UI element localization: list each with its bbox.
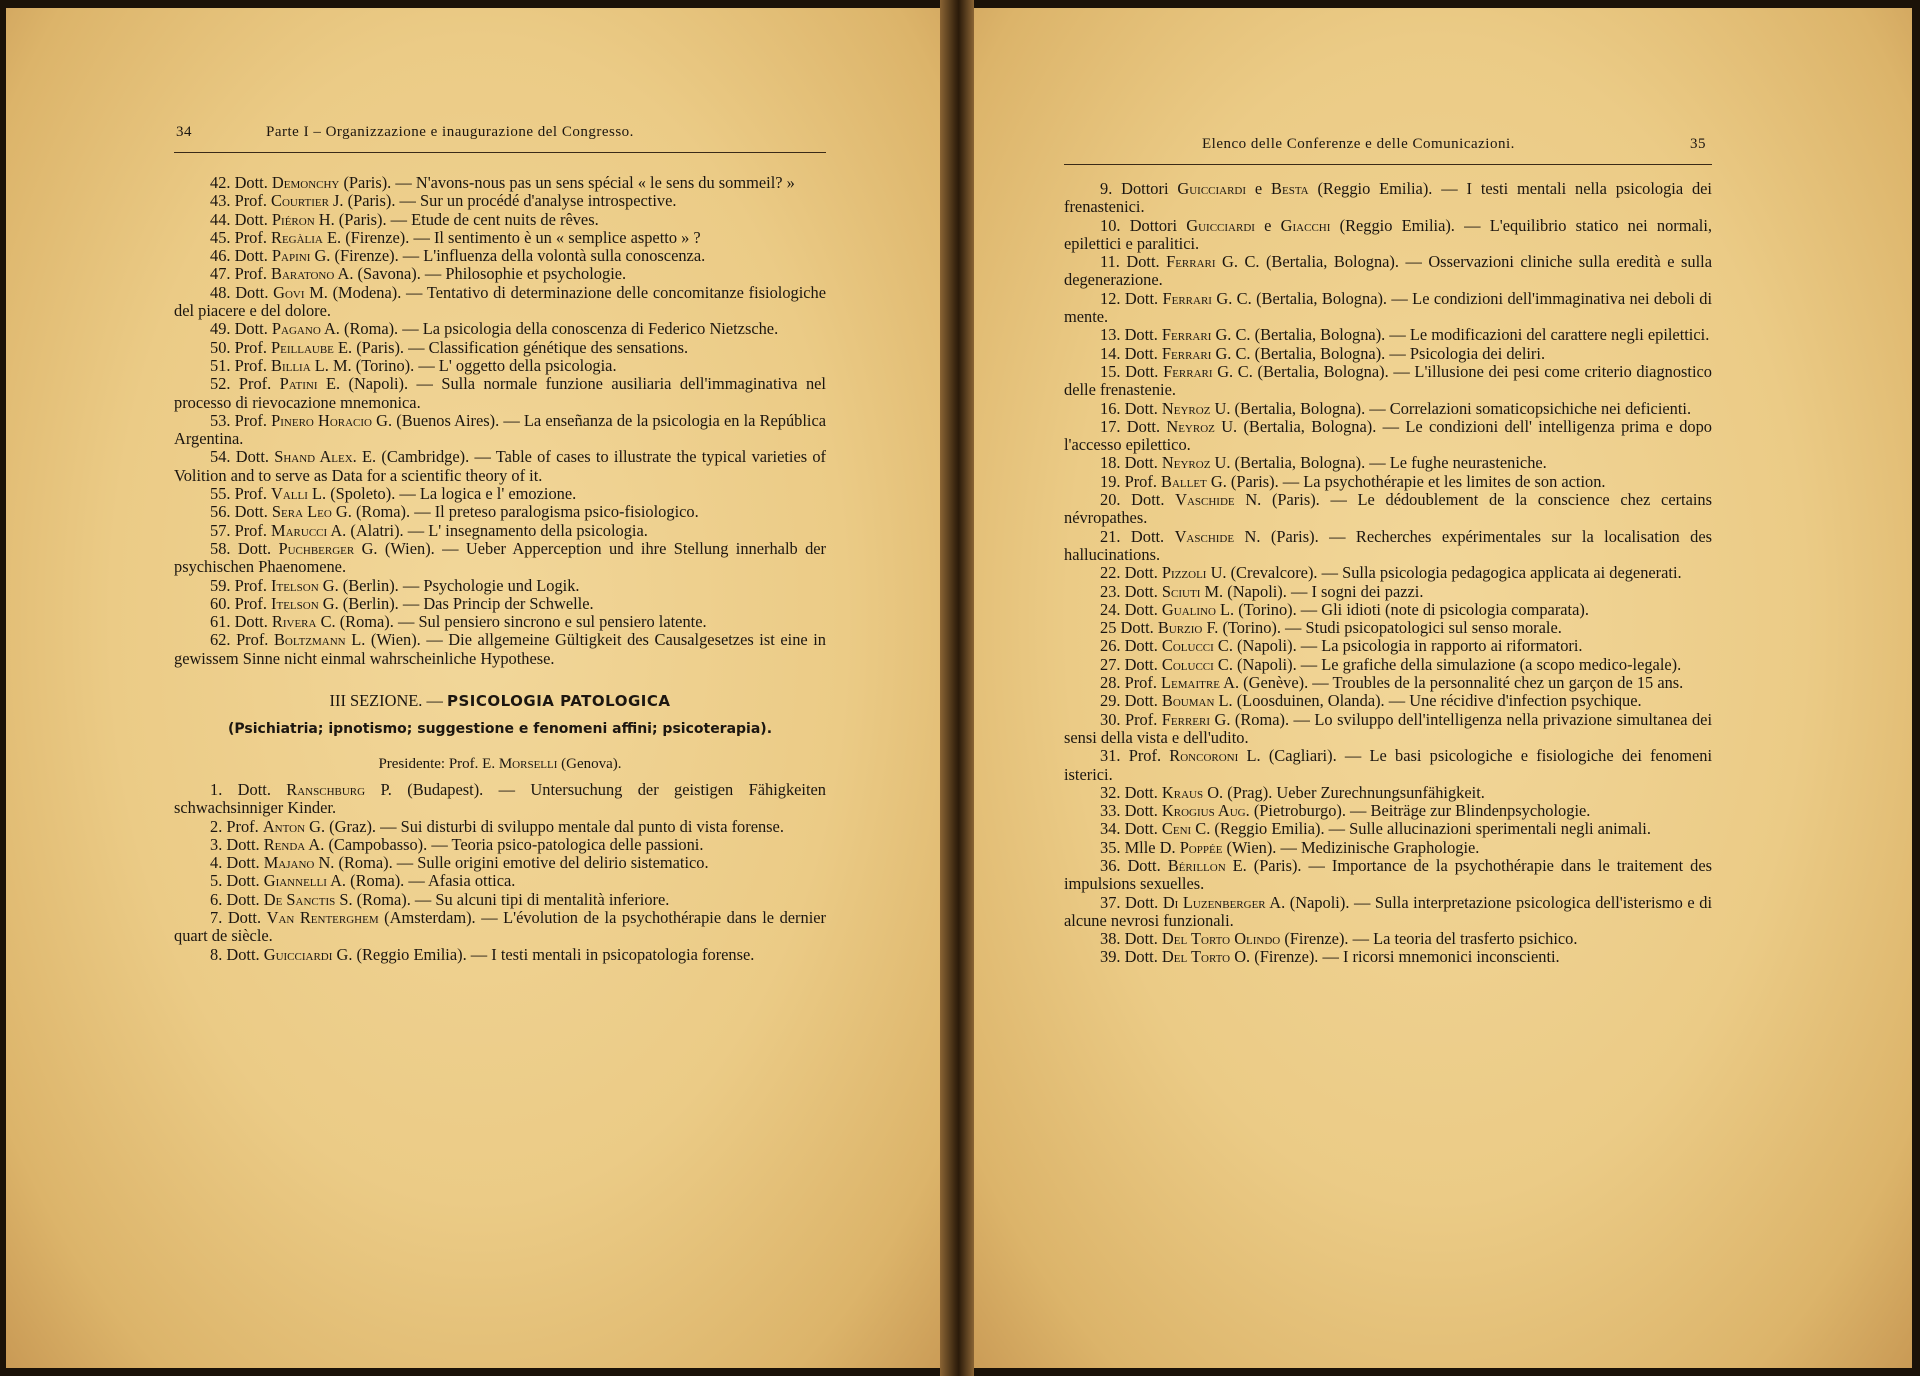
author-name: Shand Alex.	[274, 447, 357, 467]
entry-text: 31. Prof.	[1100, 746, 1170, 766]
list-item	[1064, 839, 1712, 857]
entry-text: 17. Dott.	[1100, 416, 1167, 436]
author-name: Guicciardi	[1186, 215, 1255, 235]
entry-text: 38. Dott.	[1100, 929, 1162, 949]
author-name: Neyroz	[1166, 416, 1215, 436]
list-item	[1064, 583, 1712, 601]
right-page	[962, 8, 1912, 1368]
list-item	[1064, 930, 1712, 948]
entry-text: (Reggio Emilia). — I testi mentali nella psicologia dei frenastenici.	[1064, 179, 1712, 217]
entry-text: L. (Wien). — Die allgemeine Gültigkeit des Causalgesetzes ist eine in gewissem Sinne nicht einmal wahrscheinliche Hypothese.	[174, 630, 826, 668]
author-name: Sciuti	[1161, 581, 1201, 601]
entry-text: 34. Dott.	[1100, 819, 1162, 839]
entry-text: 39. Dott.	[1100, 947, 1162, 967]
author-name: Vaschide	[1175, 490, 1235, 510]
list-item	[174, 946, 826, 964]
entry-text: E. (Paris). — Importance de la psychothérapie dans le traitement des impulsions sexuelles.	[1064, 855, 1713, 894]
entry-text: 4. Dott.	[210, 853, 264, 873]
list-item	[1064, 692, 1712, 710]
entry-text: 37. Dott.	[1100, 892, 1163, 912]
entry-text: 28. Prof.	[1100, 673, 1162, 693]
entry-text: J. (Paris). — Sur un procédé d'analyse introspective.	[328, 191, 677, 211]
entry-text: (Firenze). — La teoria del trasferto psichico.	[1280, 929, 1578, 949]
entry-text: 24. Dott.	[1100, 599, 1162, 619]
list-item	[174, 781, 826, 818]
author-name: Pinero Horacio	[271, 410, 373, 430]
author-name: Besta	[1271, 179, 1309, 198]
entry-text: 49. Dott.	[210, 319, 272, 339]
entry-text: G. C. (Bertalia, Bologna). — Le modificazioni del carattere negli epilettici.	[1211, 325, 1710, 345]
list-item	[1064, 637, 1712, 655]
entry-text: A. (Roma). — La psicologia della conoscenza di Federico Nietzsche.	[320, 319, 779, 339]
author-name: Gualino	[1161, 599, 1216, 619]
header-rule-left	[174, 152, 826, 153]
author-name: Peillaube	[271, 337, 334, 357]
author-name: Boltzmann	[273, 630, 346, 650]
list-item	[1064, 290, 1712, 327]
entry-text: 47. Prof.	[210, 264, 272, 284]
list-item	[1064, 454, 1712, 472]
entry-text: L. (Loosduinen, Olanda). — Une récidive d'infection psychique.	[1214, 691, 1642, 711]
list-item	[174, 174, 826, 192]
author-name: Bouman	[1161, 691, 1215, 711]
entry-text: H. (Paris). — Etude de cent nuits de rêves.	[314, 209, 599, 229]
list-item	[174, 909, 826, 946]
author-name: Ferrari	[1161, 343, 1212, 363]
entry-text: P. (Budapest). — Untersuchung der geistigen Fähigkeiten schwachsinniger Kinder.	[174, 779, 826, 818]
list-item	[1064, 180, 1712, 217]
entry-text: 35. Mlle D.	[1100, 837, 1180, 857]
author-name: Ballet	[1161, 471, 1207, 491]
entry-text: 30. Prof.	[1100, 709, 1162, 729]
entry-text: 45. Prof.	[210, 227, 272, 247]
author-name: Roncoroni	[1169, 746, 1239, 766]
list-item	[1064, 418, 1712, 455]
entry-text: 54. Dott.	[210, 447, 275, 467]
list-item	[174, 320, 826, 338]
entry-text: 20. Dott.	[1100, 490, 1176, 510]
entry-text: 62. Prof.	[210, 630, 274, 650]
author-name: Del Torto	[1161, 947, 1231, 967]
entry-text: O. (Prag). Ueber Zurechnungsunfähigkeit.	[1203, 782, 1485, 802]
entry-text: A. (Napoli). — Sulla interpretazione psicologica dell'isterismo e di alcune nevrosi funzionali.	[1064, 892, 1712, 930]
header-rule-right	[1064, 164, 1712, 165]
entry-text: M. (Modena). — Tentativo di determinazione delle concomitanze fisiologiche del piacere e del dolore.	[174, 282, 827, 321]
author-name: Renda	[263, 834, 306, 854]
entry-text: U. (Bertalia, Bologna). — Le fughe neurasteniche.	[1210, 453, 1547, 473]
entry-text: 26. Dott.	[1100, 636, 1162, 656]
entry-text: (Reggio Emilia). — L'equilibrio statico nei normali, epilettici e paralitici.	[1064, 215, 1712, 253]
entry-text: L. (Spoleto). — La logica e l' emozione.	[307, 484, 577, 504]
author-name: Neyroz	[1161, 453, 1211, 473]
entry-text: G. (Berlin). — Psychologie und Logik.	[318, 575, 580, 595]
section-number: III SEZIONE. —	[329, 691, 443, 711]
entry-text: F. (Torino). — Studi psicopatologici sul senso morale.	[1202, 618, 1562, 638]
list-item	[1064, 400, 1712, 418]
author-name: Ferreri	[1161, 709, 1211, 729]
entry-text: G. (Graz). — Sui disturbi di sviluppo mentale dal punto di vista forense.	[305, 816, 784, 836]
entry-text: C. (Napoli). — Le grafiche della simulazione (a scopo medico-legale).	[1213, 654, 1682, 674]
author-name: Majano	[263, 853, 315, 873]
entry-text: G. C. (Bertalia, Bologna). — Osservazioni cliniche sulla eredità e sulla degenerazione.	[1064, 252, 1712, 290]
entry-text: 5. Dott.	[210, 871, 264, 891]
list-item	[1064, 473, 1712, 491]
author-name: Sera Leo	[271, 502, 332, 522]
list-item	[174, 503, 826, 521]
list-item	[174, 247, 826, 265]
author-name: Bérillon	[1167, 855, 1226, 875]
list-item	[1064, 820, 1712, 838]
entry-list-left-a	[174, 174, 826, 668]
author-name: Govi	[273, 282, 305, 302]
entry-text: 53. Prof.	[210, 410, 272, 430]
entry-text: 36. Dott.	[1100, 855, 1168, 875]
entry-text: 55. Prof.	[210, 484, 272, 504]
entry-text: S. (Roma). — Su alcuni tipi di mentalità inferiore.	[335, 889, 670, 909]
list-item	[1064, 948, 1712, 966]
author-name: Ferrari	[1162, 288, 1212, 308]
section-heading	[174, 692, 826, 710]
entry-text: G. C. (Bertalia, Bologna). — L'illusione dei pesi come criterio diagnostico delle frenastenie.	[1064, 361, 1713, 400]
entry-text: 42. Dott.	[210, 173, 272, 192]
list-item	[1064, 528, 1712, 565]
page-number-left: 34	[176, 124, 192, 140]
entry-text: G. C. (Bertalia, Bologna). — Psicologia dei deliri.	[1211, 343, 1546, 363]
entry-text: 1. Dott.	[210, 779, 287, 799]
author-name: De Sanctis	[263, 889, 336, 909]
entry-text: G. (Roma). — Il preteso paralogisma psico-fisiologico.	[331, 502, 699, 522]
author-name: Rivera	[271, 612, 317, 632]
author-name: Piéron	[271, 209, 315, 229]
list-item	[1064, 747, 1712, 784]
entry-text: U. (Bertalia, Bologna). — Correlazioni somaticopsichiche nei deficienti.	[1210, 398, 1692, 418]
book-gutter	[940, 0, 974, 1376]
list-item	[174, 229, 826, 247]
entry-text: 32. Dott.	[1100, 782, 1162, 802]
entry-text: A. (Alatri). — L' insegnamento della psicologia.	[327, 520, 648, 540]
entry-text: 51. Prof.	[210, 355, 272, 375]
entry-text: 48. Dott.	[210, 282, 274, 302]
author-name: Courtier	[271, 191, 329, 211]
author-name: Billia	[271, 355, 311, 375]
entry-text: G. (Paris). — La psychothérapie et les limites de son action.	[1206, 471, 1606, 491]
entry-text: E. (Firenze). — Il sentimento è un « semplice aspetto » ?	[322, 227, 701, 247]
entry-text: 61. Dott.	[210, 612, 272, 632]
entry-text: 2. Prof.	[210, 816, 263, 836]
list-item	[1064, 326, 1712, 344]
entry-text: 12. Dott.	[1100, 288, 1163, 308]
author-name: Ceni	[1161, 819, 1192, 839]
entry-list-right	[1064, 180, 1712, 967]
author-name: Demonchy	[271, 173, 340, 192]
list-item	[1064, 674, 1712, 692]
entry-text: 44. Dott.	[210, 209, 272, 229]
list-item	[1064, 656, 1712, 674]
list-item	[174, 818, 826, 836]
entry-text: 33. Dott.	[1100, 801, 1162, 821]
entry-text: (Pietroburgo). — Beiträge zur Blindenpsychologie.	[1249, 801, 1591, 821]
entry-text: 8. Dott.	[210, 944, 264, 964]
entry-text: 23. Dott.	[1100, 581, 1162, 601]
author-name: Itelson	[271, 575, 319, 595]
list-item	[174, 631, 826, 668]
entry-text: U. (Crevalcore). — Sulla psicologia pedagogica applicata ai degenerati.	[1206, 563, 1682, 583]
running-head-left: Parte I – Organizzazione e inaugurazione del Congresso.	[266, 124, 634, 140]
entry-text: A. (Roma). — Afasia ottica.	[326, 871, 516, 891]
list-item	[1064, 601, 1712, 619]
list-item	[174, 613, 826, 631]
entry-text: C. (Reggio Emilia). — Sulle allucinazioni sperimentali negli animali.	[1191, 819, 1651, 839]
section-subtitle: (Psichiatria; ipnotismo; suggestione e fenomeni affini; psicoterapia).	[227, 721, 773, 738]
entry-text: 13. Dott.	[1100, 325, 1162, 345]
author-name: Burzio	[1157, 618, 1203, 638]
list-item	[174, 540, 826, 577]
entry-text: U. (Bertalia, Bologna). — Le condizioni dell' intelligenza prima e dopo l'accesso epilettico.	[1064, 416, 1713, 455]
entry-text: 46. Dott.	[210, 246, 272, 266]
entry-text: 11. Dott.	[1100, 252, 1167, 272]
author-name: Regàlia	[271, 227, 323, 247]
entry-text: 6. Dott.	[210, 889, 264, 909]
author-name: Patini	[279, 374, 318, 394]
author-name: Vaschide	[1174, 526, 1235, 546]
author-name: Del Torto Olindo	[1161, 929, 1281, 949]
entry-text: 19. Prof.	[1100, 471, 1162, 491]
list-item	[174, 485, 826, 503]
list-item	[174, 284, 826, 321]
entry-text: A. (Genève). — Troubles de la personnalité chez un garçon de 15 ans.	[1219, 673, 1684, 693]
entry-text: (Wien). — Medizinische Graphologie.	[1222, 837, 1480, 857]
list-item	[174, 522, 826, 540]
author-name: Anton	[262, 816, 306, 836]
entry-text: G. (Wien). — Ueber Apperception und ihre Stellung innerhalb der psychischen Phaenomene.	[174, 538, 827, 577]
entry-text: G. (Reggio Emilia). — I testi mentali in psicopatologia forense.	[332, 944, 755, 964]
author-name: Ferrari	[1161, 325, 1212, 345]
author-name: Krogius Aug.	[1161, 801, 1250, 821]
entry-text: G. (Buenos Aires). — La enseñanza de la psicologia en la República Argentina.	[174, 410, 827, 449]
author-name: Pizzoli	[1161, 563, 1207, 583]
author-name: Poppée	[1179, 837, 1223, 857]
list-item	[1064, 491, 1712, 528]
entry-text: N. (Roma). — Sulle origini emotive del delirio sistematico.	[314, 853, 709, 873]
list-item	[174, 836, 826, 854]
list-item	[1064, 564, 1712, 582]
author-name: Ferrari	[1163, 361, 1213, 381]
entry-text: 52. Prof.	[210, 374, 280, 394]
entry-text: E. (Cambridge). — Table of cases to illustrate the typical varieties of Volition and to serve as Data for a scientific theory of it.	[174, 447, 826, 485]
entry-text: 25 Dott.	[1100, 618, 1158, 638]
list-item	[1064, 345, 1712, 363]
entry-text: 21. Dott.	[1100, 526, 1175, 546]
section-president	[174, 755, 826, 773]
author-name: Colucci	[1161, 654, 1214, 674]
entry-text: G. (Firenze). — L'influenza della volontà sulla conoscenza.	[310, 246, 706, 266]
author-name: Guicciardi	[1177, 179, 1247, 198]
entry-text: 50. Prof.	[210, 337, 272, 357]
entry-text: 7. Dott.	[210, 907, 267, 927]
author-name: Van Renterghem	[266, 907, 379, 927]
entry-text: L. (Torino). — Gli idioti (note di psicologia comparata).	[1215, 599, 1589, 619]
section-title: PSICOLOGIA PATOLOGICA	[446, 692, 671, 711]
list-item	[174, 412, 826, 449]
list-item	[174, 891, 826, 909]
list-item	[1064, 894, 1712, 931]
list-item	[174, 448, 826, 485]
entry-text: 27. Dott.	[1100, 654, 1162, 674]
entry-text: M. (Napoli). — I sogni dei pazzi.	[1200, 581, 1424, 601]
author-name: Papini	[271, 246, 311, 266]
list-item	[174, 339, 826, 357]
author-name: Pagano	[271, 319, 321, 339]
entry-text: A. (Campobasso). — Teoria psico-patologica delle passioni.	[305, 834, 704, 854]
left-text-column	[174, 174, 826, 964]
author-name: Giannelli	[263, 871, 327, 891]
entry-text: G. (Berlin). — Das Princip der Schwelle.	[318, 593, 594, 613]
entry-text: L. (Cagliari). — Le basi psicologiche e fisiologiche dei fenomeni isterici.	[1064, 746, 1712, 784]
entry-text: 10. Dottori	[1100, 215, 1187, 235]
author-name: Colucci	[1161, 636, 1214, 656]
entry-text: 56. Dott.	[210, 502, 272, 522]
entry-text: (Amsterdam). — L'évolution de la psychothérapie dans le dernier quart de siècle.	[174, 907, 826, 946]
right-text-column	[1064, 180, 1712, 967]
entry-text: 18. Dott.	[1100, 453, 1162, 473]
entry-text: N. (Paris). — Recherches expérimentales sur la localisation des hallucinations.	[1064, 526, 1713, 564]
entry-text: 43. Prof.	[210, 191, 272, 211]
entry-text: 3. Dott.	[210, 834, 264, 854]
list-item	[174, 265, 826, 283]
list-item	[174, 211, 826, 229]
entry-text: A. (Savona). — Philosophie et psychologie.	[334, 264, 627, 284]
entry-text: 15. Dott.	[1100, 361, 1164, 381]
president-city: (Genova).	[561, 755, 622, 772]
entry-text: 22. Dott.	[1100, 563, 1162, 583]
entry-text: G. (Roma). — Lo sviluppo dell'intelligenza nella privazione simultanea dei sensi della vista e dell'udito.	[1064, 709, 1712, 747]
author-name: Kraus	[1161, 782, 1204, 802]
list-item	[174, 595, 826, 613]
author-name: Puchberger	[278, 538, 355, 558]
list-item	[174, 577, 826, 595]
entry-text: 29. Dott.	[1100, 691, 1162, 711]
list-item	[174, 192, 826, 210]
entry-text: e	[1246, 179, 1272, 198]
author-name: Itelson	[271, 593, 319, 613]
author-name: Baratono	[271, 264, 335, 284]
entry-text: C. (Napoli). — La psicologia in rapporto ai riformatori.	[1213, 636, 1583, 656]
list-item	[1064, 711, 1712, 748]
entry-text: L. M. (Torino). — L' oggetto della psicologia.	[310, 355, 617, 375]
list-item	[174, 854, 826, 872]
president-name: Morselli	[498, 755, 558, 772]
author-name: Giacchi	[1280, 215, 1331, 235]
entry-text: N. (Paris). — Le dédoublement de la conscience chez certains névropathes.	[1064, 490, 1713, 528]
list-item	[1064, 217, 1712, 254]
entry-text: (Paris). — N'avons-nous pas un sens spécial « le sens du sommeil? »	[339, 173, 795, 192]
entry-list-left-b	[174, 781, 826, 964]
entry-text: 57. Prof.	[210, 520, 272, 540]
entry-text: 59. Prof.	[210, 575, 272, 595]
list-item	[174, 872, 826, 890]
author-name: Di Luzenberger	[1162, 892, 1266, 912]
entry-text: E. (Napoli). — Sulla normale funzione ausiliaria dell'immaginativa nel processo di rievocazione mnemonica.	[174, 374, 826, 412]
list-item	[1064, 619, 1712, 637]
list-item	[174, 375, 826, 412]
running-head-right: Elenco delle Conferenze e delle Comunicazioni.	[1202, 136, 1515, 152]
author-name: Ranschburg	[286, 779, 366, 799]
entry-text: e	[1254, 215, 1281, 235]
entry-text: 58. Dott.	[210, 538, 279, 558]
page-number-right: 35	[1690, 136, 1706, 152]
left-page	[6, 8, 952, 1368]
entry-text: O. (Firenze). — I ricorsi mnemonici inconscienti.	[1230, 947, 1560, 967]
entry-text: 14. Dott.	[1100, 343, 1162, 363]
entry-text: 9. Dottori	[1100, 179, 1178, 198]
author-name: Lemaitre	[1161, 673, 1220, 693]
list-item	[174, 357, 826, 375]
list-item	[1064, 802, 1712, 820]
author-name: Marucci	[271, 520, 328, 540]
entry-text: G. C. (Bertalia, Bologna). — Le condizioni dell'immaginativa nei deboli di mente.	[1064, 288, 1713, 327]
list-item	[1064, 253, 1712, 290]
list-item	[1064, 857, 1712, 894]
entry-text: E. (Paris). — Classification génétique des sensations.	[333, 337, 689, 357]
entry-text: C. (Roma). — Sul pensiero sincrono e sul pensiero latente.	[316, 612, 707, 632]
author-name: Valli	[271, 484, 308, 504]
author-name: Ferrari	[1166, 252, 1216, 272]
author-name: Neyroz	[1161, 398, 1211, 418]
author-name: Guicciardi	[263, 944, 333, 964]
list-item	[1064, 363, 1712, 400]
list-item	[1064, 784, 1712, 802]
president-label: Presidente: Prof. E.	[378, 755, 496, 772]
entry-text: 60. Prof.	[210, 593, 272, 613]
entry-text: 16. Dott.	[1100, 398, 1162, 418]
